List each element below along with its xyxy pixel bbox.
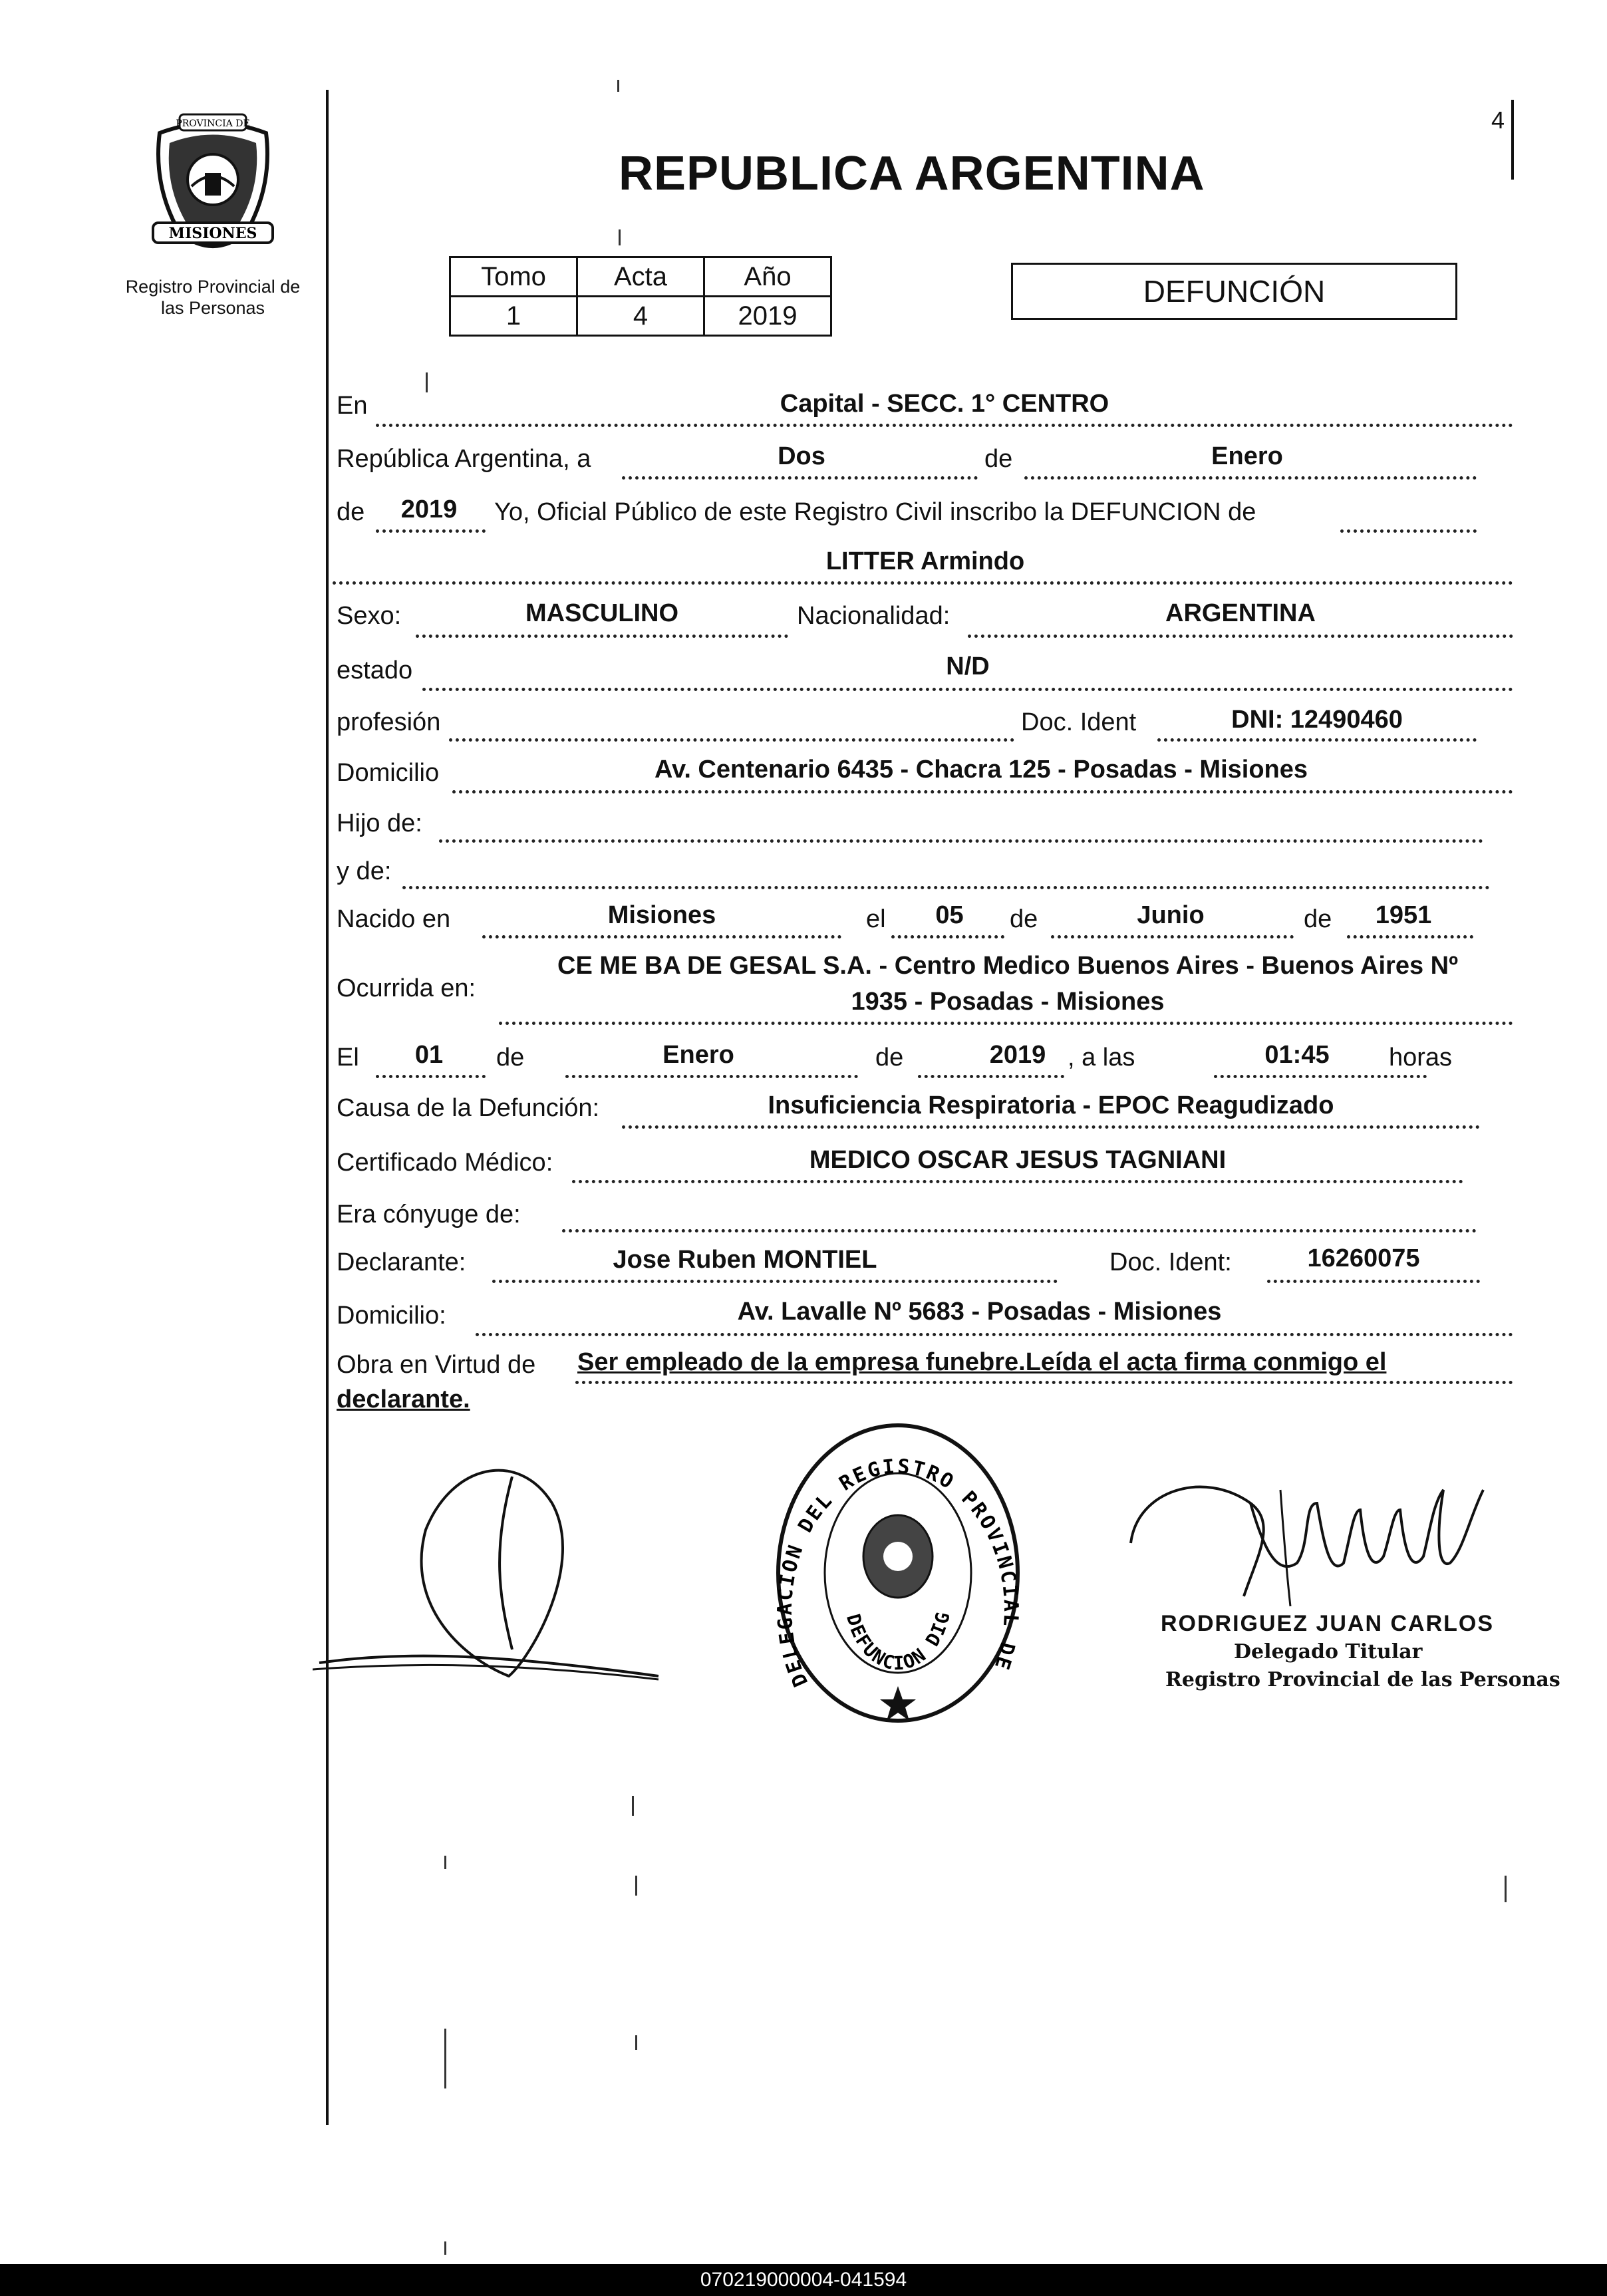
certificado-value: MEDICO OSCAR JESUS TAGNIANI <box>809 1146 1227 1174</box>
scan-mark <box>619 229 621 245</box>
dotted-line <box>449 738 1014 742</box>
left-margin-rule <box>326 90 329 2125</box>
de-label: de <box>1010 905 1038 933</box>
dotted-line <box>333 581 1513 585</box>
scan-mark <box>635 2035 637 2050</box>
yde-label: y de: <box>337 857 392 885</box>
record-type-box: DEFUNCIÓN <box>1011 263 1457 320</box>
el2-label: El <box>337 1044 359 1072</box>
dotted-line <box>575 1381 1513 1384</box>
scan-mark <box>444 2029 446 2088</box>
svg-text:MISIONES: MISIONES <box>168 225 257 242</box>
svg-text:PROVINCIA DE: PROVINCIA DE <box>176 118 250 129</box>
svg-text:DELEGACION DEL REGISTRO PROVIN: DELEGACION DEL REGISTRO PROVINCIAL DE <box>773 1455 1023 1691</box>
ano-value: 2019 <box>704 297 831 336</box>
svg-text:DEFUNCION DIGITAL: DEFUNCION DIG <box>841 1608 955 1675</box>
province-emblem <box>140 106 286 259</box>
year-value: 2019 <box>400 496 458 523</box>
estado-value: N/D <box>946 652 990 680</box>
declarante-value: Jose Ruben MONTIEL <box>613 1246 877 1274</box>
scan-mark <box>632 1796 634 1816</box>
declarant-signature <box>313 1450 672 1703</box>
domicilio2-value: Av. Lavalle Nº 5683 - Posadas - Misiones <box>737 1298 1222 1326</box>
death-time: 01:45 <box>1264 1041 1330 1069</box>
scan-mark <box>1505 1876 1507 1902</box>
dotted-line <box>376 424 1513 427</box>
doc-ident-value: DNI: 12490460 <box>1231 706 1403 734</box>
domicilio-label: Domicilio <box>337 759 440 787</box>
dotted-line <box>376 529 486 533</box>
deceased-name: LITTER Armindo <box>825 547 1025 575</box>
causa-value: Insuficiencia Respiratoria - EPOC Reagudizado <box>768 1091 1334 1119</box>
day-value: Dos <box>778 442 825 470</box>
dotted-line <box>376 1075 486 1078</box>
dotted-line <box>402 886 1490 889</box>
republica-label: República Argentina, a <box>337 445 591 473</box>
de-label: de <box>875 1044 904 1072</box>
en-value: Capital - SECC. 1° CENTRO <box>780 390 1109 418</box>
dotted-line <box>416 635 788 638</box>
profesion-label: profesión <box>337 708 441 736</box>
birth-year: 1951 <box>1375 901 1432 929</box>
scan-mark <box>444 2241 446 2255</box>
dotted-line <box>476 1333 1513 1336</box>
dotted-line <box>492 1280 1058 1283</box>
de-label: de <box>984 445 1013 473</box>
birth-month: Junio <box>1137 901 1205 929</box>
dotted-line <box>1267 1280 1480 1283</box>
horas-label: horas <box>1389 1044 1453 1072</box>
dotted-line <box>452 790 1513 793</box>
dotted-line <box>1024 476 1477 480</box>
dotted-line <box>439 839 1483 843</box>
estado-label: estado <box>337 656 413 684</box>
nacionalidad-value: ARGENTINA <box>1165 599 1316 627</box>
dotted-line <box>891 935 1004 938</box>
ano-header: Año <box>704 257 831 297</box>
registry-label: Registro Provincial de las Personas <box>125 277 301 318</box>
tomo-header: Tomo <box>450 257 577 297</box>
dotted-line <box>1157 738 1477 742</box>
de-label: de <box>496 1044 525 1072</box>
dotted-line <box>918 1075 1064 1078</box>
hijo-label: Hijo de: <box>337 809 422 837</box>
acta-header: Acta <box>577 257 704 297</box>
oficial-text: Yo, Oficial Público de este Registro Civil inscribo la DEFUNCION de <box>494 498 1256 526</box>
dotted-line <box>1214 1075 1427 1078</box>
death-day: 01 <box>414 1041 444 1069</box>
sexo-value: MASCULINO <box>525 599 679 627</box>
death-year: 2019 <box>989 1041 1046 1069</box>
death-month: Enero <box>662 1041 734 1069</box>
obra-label: Obra en Virtud de <box>337 1351 536 1379</box>
dotted-line <box>422 688 1513 691</box>
certificado-label: Certificado Médico: <box>337 1149 553 1177</box>
doc-ident-label: Doc. Ident <box>1021 708 1137 736</box>
conyuge-label: Era cónyuge de: <box>337 1201 521 1228</box>
right-margin-rule <box>1511 100 1514 180</box>
domicilio2-label: Domicilio: <box>337 1302 446 1330</box>
official-signature <box>1124 1463 1497 1616</box>
dotted-line <box>499 1022 1513 1025</box>
birth-day: 05 <box>935 901 964 929</box>
dotted-line <box>622 1125 1480 1129</box>
obra-value-line-2: declarante. <box>337 1385 470 1413</box>
nacionalidad-label: Nacionalidad: <box>797 602 950 630</box>
dotted-line <box>1347 935 1473 938</box>
signatory-office: Registro Provincial de las Personas <box>1165 1668 1560 1691</box>
causa-label: Causa de la Defunción: <box>337 1094 600 1122</box>
de-label: de <box>337 498 365 526</box>
signatory-name: RODRIGUEZ JUAN CARLOS <box>1161 1611 1495 1636</box>
scan-mark <box>635 1876 637 1896</box>
document-title: REPUBLICA ARGENTINA <box>619 147 1205 200</box>
dotted-line <box>565 1075 858 1078</box>
alas-label: , a las <box>1068 1044 1135 1072</box>
ocurrida-line-1: CE ME BA DE GESAL S.A. - Centro Medico Buenos Aires - Buenos Aires Nº <box>557 952 1458 980</box>
page-number: 4 <box>1491 106 1505 134</box>
record-table <box>449 256 832 337</box>
dotted-line <box>572 1180 1463 1183</box>
de-label: de <box>1304 905 1332 933</box>
acta-value: 4 <box>577 297 704 336</box>
el-label: el <box>866 905 886 933</box>
month-value: Enero <box>1211 442 1283 470</box>
domicilio-value: Av. Centenario 6435 - Chacra 125 - Posadas - Misiones <box>654 756 1308 784</box>
dotted-line <box>562 1229 1477 1232</box>
nacido-label: Nacido en <box>337 905 451 933</box>
tomo-value: 1 <box>450 297 577 336</box>
document-barcode: 070219000004-041594 <box>0 2264 1607 2296</box>
signatory-role: Delegado Titular <box>1234 1640 1423 1663</box>
dotted-line <box>482 935 841 938</box>
scan-mark <box>617 80 619 92</box>
en-label: En <box>337 392 368 420</box>
declarante-doc-label: Doc. Ident: <box>1109 1248 1232 1276</box>
sexo-label: Sexo: <box>337 602 402 630</box>
nacido-value: Misiones <box>607 901 716 929</box>
obra-value-line-1: Ser empleado de la empresa funebre.Leída el acta firma conmigo el <box>577 1348 1387 1376</box>
dotted-line <box>1051 935 1294 938</box>
declarante-doc-value: 16260075 <box>1307 1244 1420 1272</box>
dotted-line <box>968 635 1513 638</box>
declarante-label: Declarante: <box>337 1248 466 1276</box>
scan-mark <box>444 1856 446 1869</box>
dotted-line <box>622 476 978 480</box>
dotted-line <box>1340 529 1477 533</box>
ocurrida-label: Ocurrida en: <box>337 974 476 1002</box>
official-stamp <box>768 1417 1028 1729</box>
ocurrida-line-2: 1935 - Posadas - Misiones <box>851 988 1165 1016</box>
